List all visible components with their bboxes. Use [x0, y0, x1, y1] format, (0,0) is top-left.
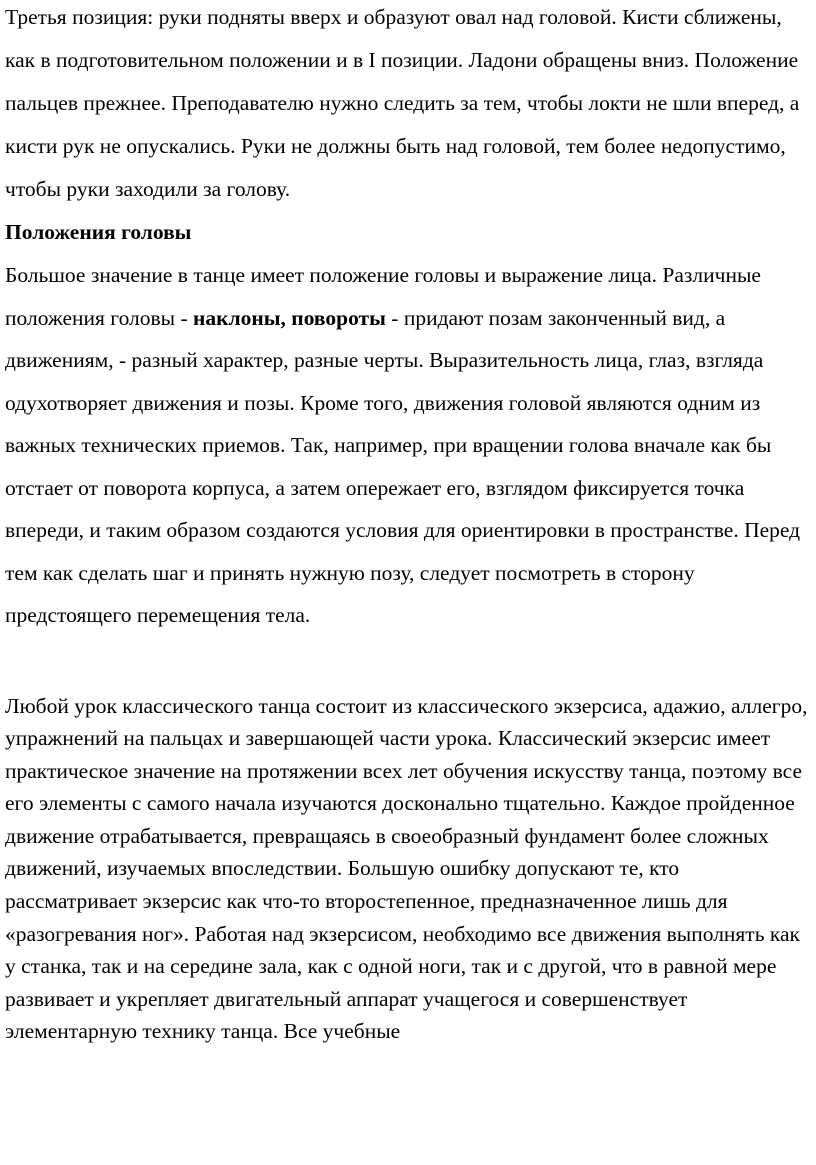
paragraph-head-part2: - придают позам законченный вид, а движениям, - разный характер, разные черты. Выразительность лица, глаз, взгляда одухотворяет движения и позы. Кроме того, движения головой являются одним из важных технических приемов. Так, например, при вращении голова вначале как бы отстает от поворота корпуса, а затем опережает его, взглядом фиксируется точка впереди, и таким образом создаются условия для ориентировки в пространстве. Перед тем как сделать шаг и принять нужную позу, следует посмотреть в сторону предстоящего перемещения тела.: [5, 305, 801, 627]
paragraph-third-position: [5, 0, 811, 211]
paragraph-third-position-text: Третья позиция: руки подняты вверх и образуют овал над головой. Кисти сближены, как в подготовительном положении и в I позиции. Ладони обращены вниз. Положение пальцев прежнее. Преподавателю нужно следить за тем, чтобы локти не шли вперед, а кисти рук не опускались. Руки не должны быть над головой, тем более недопустимо, чтобы руки заходили за голову.: [5, 5, 800, 201]
paragraph-head-part1: Большое значение в танце имеет положение головы и выражение лица. Различные положения головы -: [5, 263, 761, 330]
paragraph-gap: [5, 637, 811, 690]
heading-head-positions: Положения головы: [5, 220, 192, 244]
paragraph-head-positions: [5, 254, 811, 637]
document-page: [5, 0, 811, 1048]
paragraph-head-bold: наклоны, повороты: [193, 305, 386, 330]
paragraph-lesson: Любой урок классического танца состоит из классического экзерсиса, адажио, аллегро, упражнений на пальцах и завершающей части урока. Классический экзерсис имеет практическое значение на протяжении всех лет обучения искусству танца, поэтому все его элементы с самого начала изучаются досконально тщательно. Каждое пройденное движение отрабатывается, превращаясь в своеобразный фундамент более сложных движений, изучаемых впоследствии. Большую ошибку допускают те, кто рассматривает экзерсис как что-то второстепенное, предназначенное лишь для «разогревания ног». Работая над экзерсисом, необходимо все движения выполнять как у станка, так и на середине зала, как с одной ноги, так и с другой, что в равной мере развивает и укрепляет двигательный аппарат учащегося и совершенствует элементарную технику танца. Все учебные: [5, 693, 808, 1044]
